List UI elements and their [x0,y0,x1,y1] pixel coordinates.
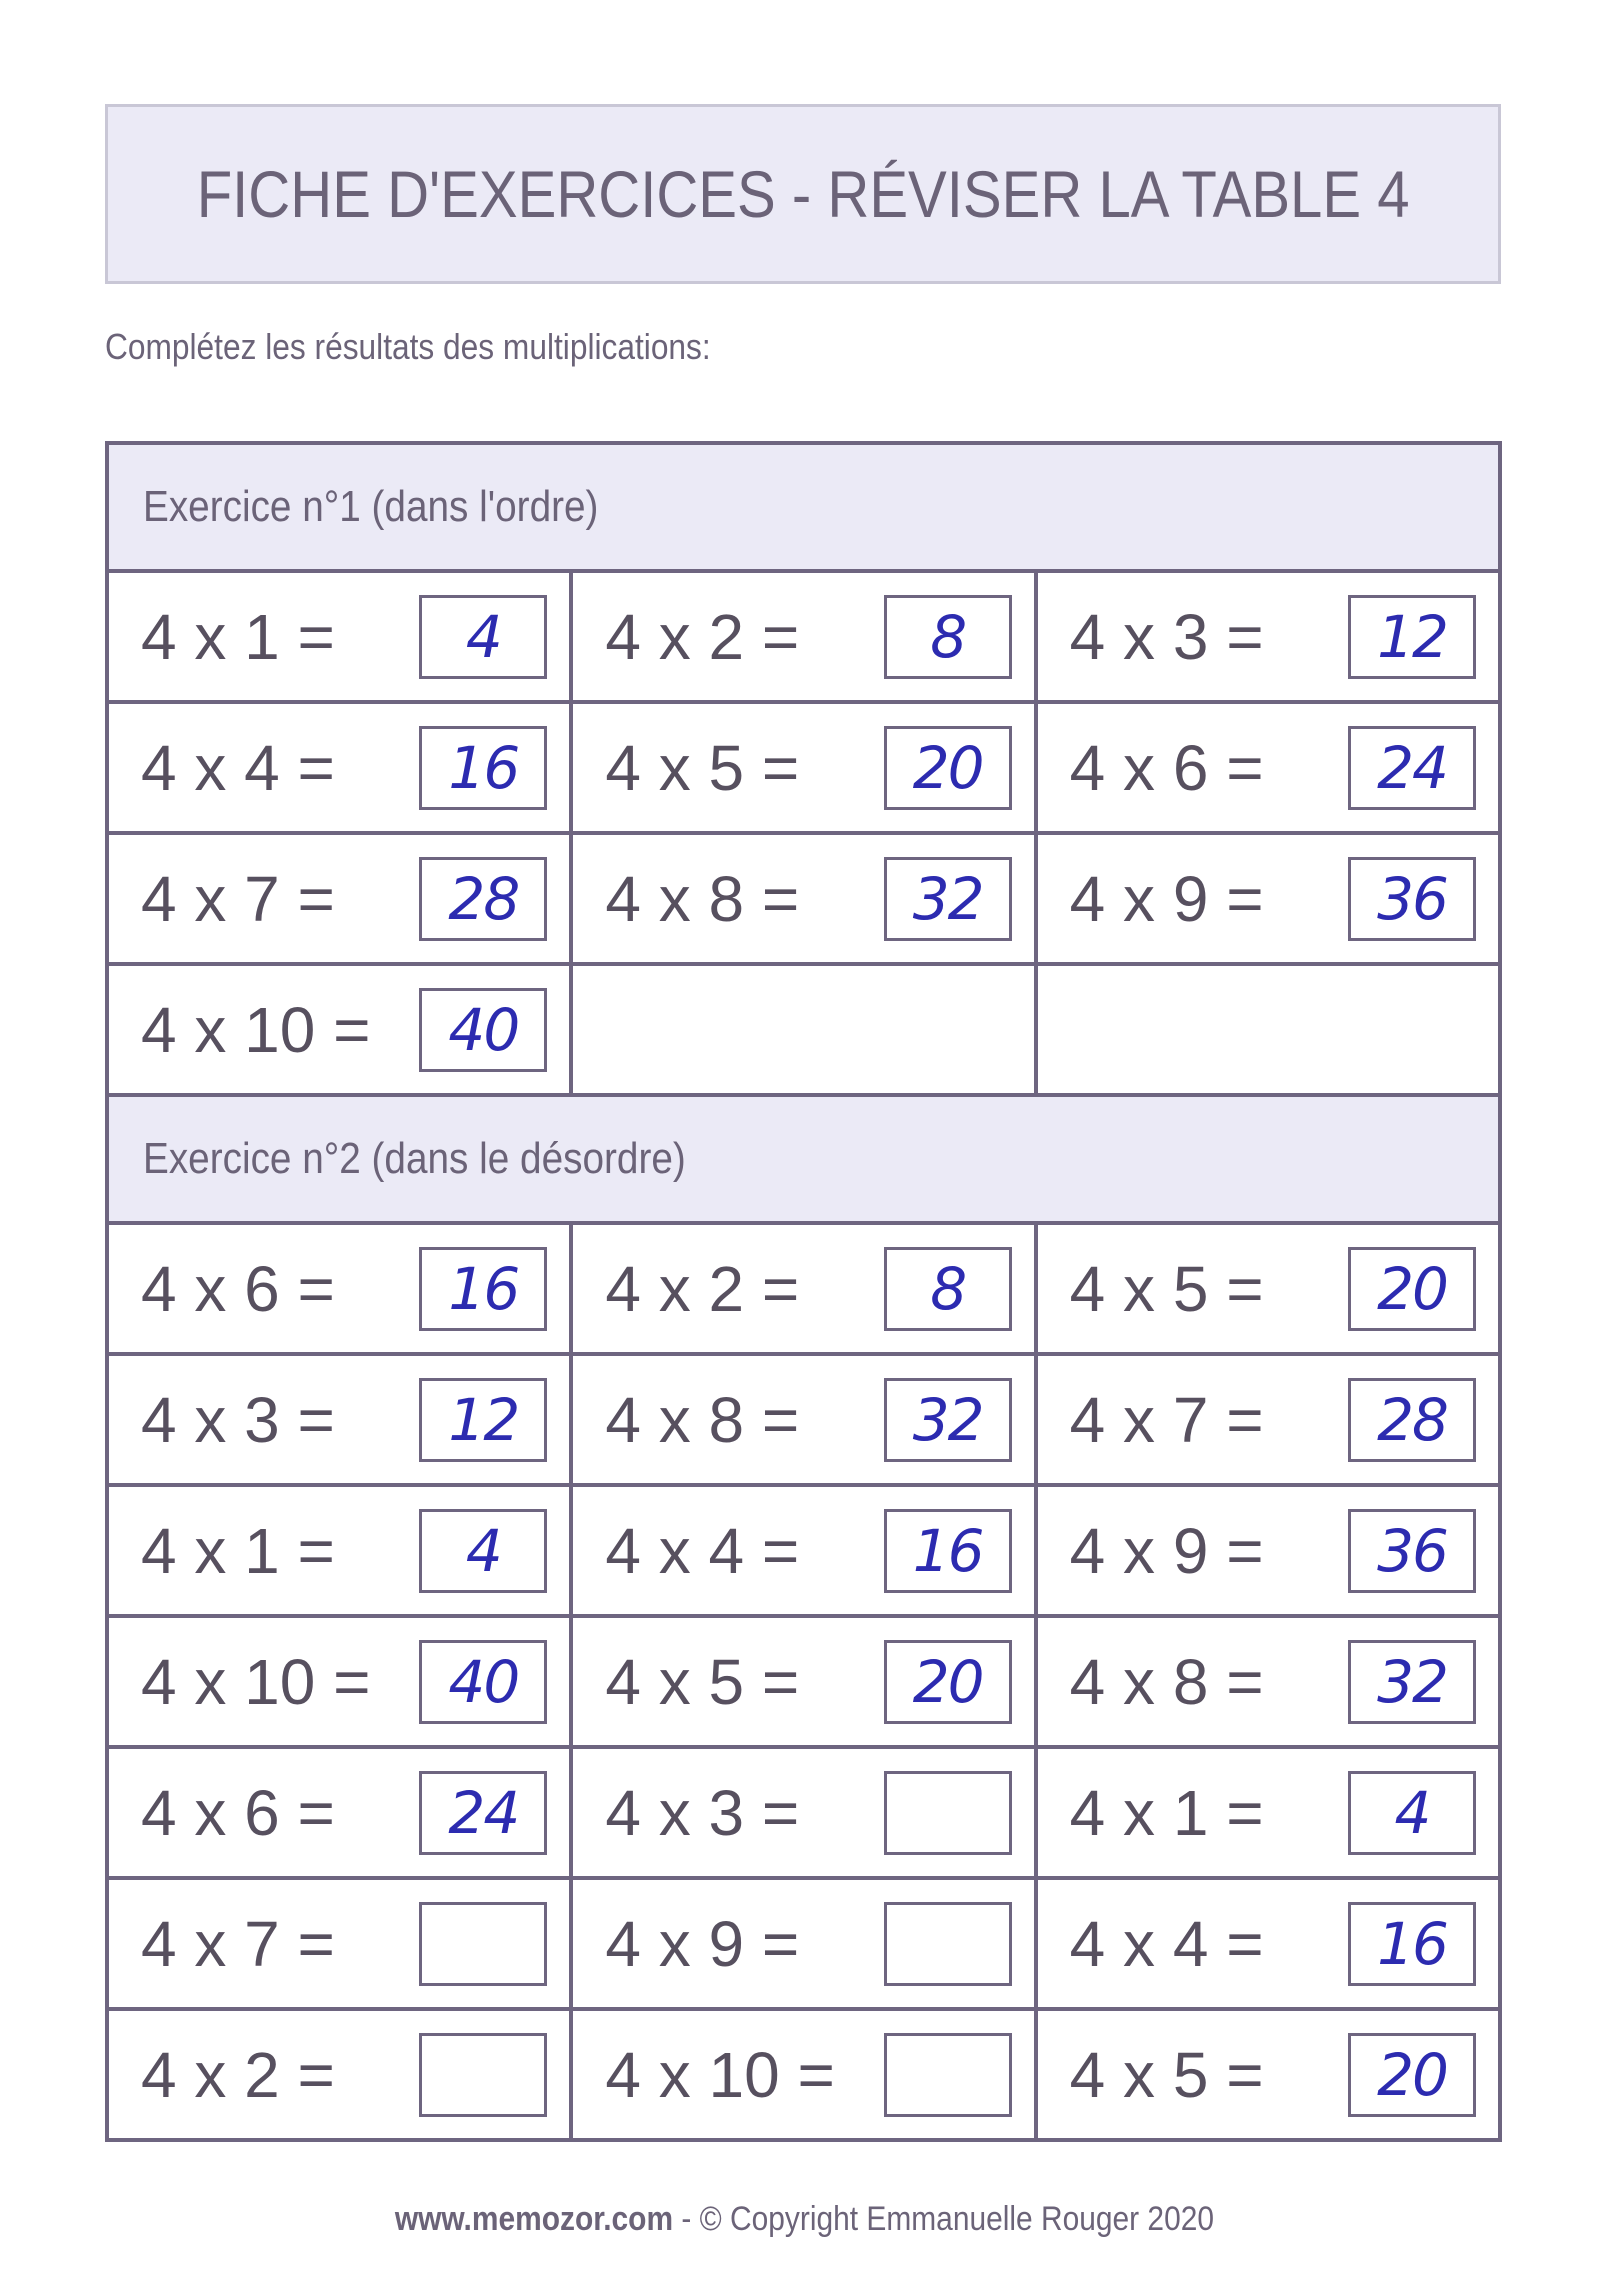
exercise-row [109,966,1498,1097]
multiplication-cell [109,966,573,1093]
multiplication-expression: 4 x 3 = [1069,600,1264,673]
exercise-row [109,1880,1498,2011]
exercise-row [109,1749,1498,1880]
multiplication-cell [1038,835,1498,962]
empty-cell [573,966,1037,1093]
exercise-row [109,573,1498,704]
multiplication-expression: 4 x 10 = [141,1645,371,1718]
multiplication-cell [109,1880,573,2007]
multiplication-cell [573,1880,1037,2007]
multiplication-expression: 4 x 6 = [141,1252,335,1325]
multiplication-expression: 4 x 8 = [605,862,800,935]
exercise-row [109,704,1498,835]
answer-box[interactable]: 32 [884,857,1012,941]
multiplication-cell [109,1225,573,1352]
multiplication-cell [573,704,1037,831]
multiplication-expression: 4 x 6 = [1069,731,1264,804]
multiplication-expression: 4 x 9 = [1069,862,1264,935]
answer-box[interactable]: 16 [419,726,547,810]
multiplication-cell [573,1618,1037,1745]
exercise-row [109,1618,1498,1749]
multiplication-cell [573,1487,1037,1614]
multiplication-cell [109,1749,573,1876]
multiplication-cell [109,573,573,700]
footer-site-link[interactable]: www.memozor.com [394,2200,673,2238]
answer-box[interactable]: 36 [1348,1509,1476,1593]
answer-box[interactable]: 4 [1348,1771,1476,1855]
answer-box[interactable]: 12 [419,1378,547,1462]
answer-box[interactable]: 24 [1348,726,1476,810]
answer-box[interactable]: 16 [1348,1902,1476,1986]
multiplication-expression: 4 x 3 = [141,1383,335,1456]
multiplication-cell [1038,704,1498,831]
answer-box[interactable]: 8 [884,595,1012,679]
answer-box[interactable]: 4 [419,595,547,679]
multiplication-cell [573,835,1037,962]
multiplication-expression: 4 x 1 = [1069,1776,1264,1849]
multiplication-expression: 4 x 2 = [605,1252,800,1325]
answer-box[interactable]: 16 [419,1247,547,1331]
multiplication-expression: 4 x 5 = [605,1645,800,1718]
answer-box[interactable] [419,1902,547,1986]
multiplication-cell [573,2011,1037,2138]
multiplication-cell [1038,1487,1498,1614]
multiplication-expression: 4 x 7 = [141,1907,335,1980]
title-banner [105,104,1501,284]
multiplication-expression: 4 x 9 = [1069,1514,1264,1587]
exercise-heading-label: Exercice n°2 (dans le désordre) [143,1134,686,1183]
multiplication-cell [109,704,573,831]
answer-box[interactable]: 20 [1348,2033,1476,2117]
multiplication-cell [573,1356,1037,1483]
answer-box[interactable]: 28 [419,857,547,941]
exercise-row [109,1356,1498,1487]
exercise-1-heading [109,445,1498,573]
answer-box[interactable]: 32 [884,1378,1012,1462]
exercise-row [109,835,1498,966]
instruction-text: Complétez les résultats des multiplications: [105,326,711,367]
multiplication-expression: 4 x 4 = [141,731,335,804]
empty-cell [1038,966,1498,1093]
answer-box[interactable] [419,2033,547,2117]
answer-box[interactable]: 28 [1348,1378,1476,1462]
multiplication-expression: 4 x 4 = [605,1514,800,1587]
multiplication-expression: 4 x 10 = [141,993,371,1066]
exercise-row [109,1225,1498,1356]
multiplication-cell [1038,1225,1498,1352]
answer-box[interactable]: 40 [419,1640,547,1724]
answer-box[interactable]: 40 [419,988,547,1072]
answer-box[interactable]: 8 [884,1247,1012,1331]
multiplication-expression: 4 x 10 = [605,2038,835,2111]
multiplication-expression: 4 x 2 = [141,2038,335,2111]
answer-box[interactable]: 36 [1348,857,1476,941]
multiplication-cell [573,1225,1037,1352]
exercise-sheet [105,441,1502,2142]
multiplication-expression: 4 x 7 = [1069,1383,1264,1456]
answer-box[interactable]: 4 [419,1509,547,1593]
exercise-row [109,2011,1498,2138]
multiplication-cell [573,573,1037,700]
answer-box[interactable]: 32 [1348,1640,1476,1724]
multiplication-expression: 4 x 8 = [605,1383,800,1456]
multiplication-expression: 4 x 9 = [605,1907,800,1980]
multiplication-expression: 4 x 5 = [605,731,800,804]
multiplication-cell [1038,1749,1498,1876]
multiplication-cell [1038,2011,1498,2138]
multiplication-expression: 4 x 5 = [1069,1252,1264,1325]
multiplication-cell [109,1487,573,1614]
footer-copyright: - © Copyright Emmanuelle Rouger 2020 [672,2200,1214,2238]
answer-box[interactable] [884,1771,1012,1855]
multiplication-cell [109,1618,573,1745]
answer-box[interactable]: 12 [1348,595,1476,679]
multiplication-cell [1038,1880,1498,2007]
answer-box[interactable]: 24 [419,1771,547,1855]
exercise-row [109,1487,1498,1618]
multiplication-cell [1038,573,1498,700]
multiplication-expression: 4 x 6 = [141,1776,335,1849]
multiplication-cell [1038,1618,1498,1745]
answer-box[interactable]: 20 [884,726,1012,810]
answer-box[interactable]: 20 [884,1640,1012,1724]
multiplication-cell [109,1356,573,1483]
exercise-heading-label: Exercice n°1 (dans l'ordre) [143,482,599,531]
multiplication-expression: 4 x 1 = [141,600,335,673]
multiplication-expression: 4 x 8 = [1069,1645,1264,1718]
multiplication-expression: 4 x 3 = [605,1776,800,1849]
multiplication-expression: 4 x 7 = [141,862,335,935]
multiplication-expression: 4 x 1 = [141,1514,335,1587]
footer [0,2200,1608,2239]
multiplication-expression: 4 x 5 = [1069,2038,1264,2111]
multiplication-cell [1038,1356,1498,1483]
page-title: FICHE D'EXERCICES - RÉVISER LA TABLE 4 [196,157,1410,231]
exercise-2-heading [109,1097,1498,1225]
multiplication-cell [109,2011,573,2138]
answer-box[interactable] [884,2033,1012,2117]
answer-box[interactable]: 20 [1348,1247,1476,1331]
answer-box[interactable]: 16 [884,1509,1012,1593]
multiplication-expression: 4 x 4 = [1069,1907,1264,1980]
answer-box[interactable] [884,1902,1012,1986]
multiplication-cell [573,1749,1037,1876]
multiplication-cell [109,835,573,962]
multiplication-expression: 4 x 2 = [605,600,800,673]
